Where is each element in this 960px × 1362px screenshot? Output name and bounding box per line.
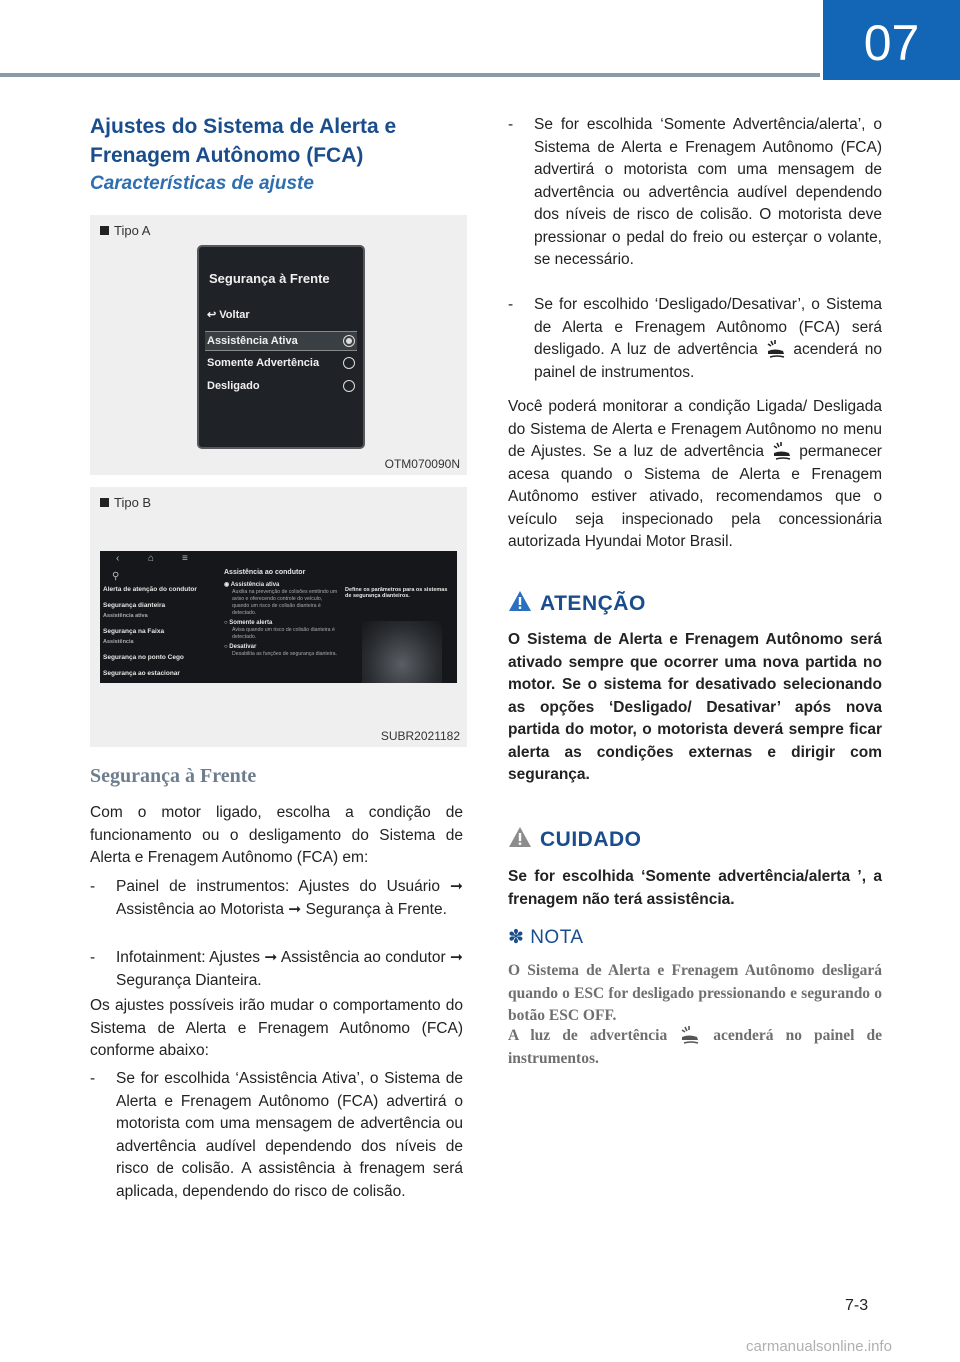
subsection-heading: Segurança à Frente [90,765,257,787]
panel-title: Assistência ao condutor [224,569,306,576]
bullet-item: - Painel de instrumentos: Ajustes do Usuário ➞ Assistência ao Motorista ➞ Segurança à Frente. [90,878,463,918]
paragraph: Com o motor ligado, escolha a condição de funcionamento ou o desligamento do Sistema de Alerta e Frenagem Autônomo (FCA) em: [90,804,463,866]
attention-title: ATENÇÃO [540,592,646,615]
attention-body: O Sistema de Alerta e Frenagem Autônomo será ativado sempre que ocorrer uma nova partida no motor. Se o sistema for desativado selecionando as opções ‘Desligado/ Desativar’ após nova partida do motor, o motorista deverá sempre ficar alerta as condições externas e dirigir com segurança. [508,631,882,783]
option-desligado: Desligado [205,377,357,395]
figure-type-a [90,215,467,475]
chapter-number: 07 [823,0,960,80]
caution-body: Se for escolhida ‘Somente advertência/alerta ’, a frenagem não terá assistência. [508,868,882,908]
caution-triangle-icon [508,826,532,848]
paragraph: Você poderá monitorar a condição Ligada/ Desligada do Sistema de Alerta e Frenagem Autônomo no menu de Ajustes. Se a luz de advertência permanecer acesa quando o Sistema de Alerta e Frenagem Autônomo estiver ativado, recomendamos que o veículo seja inspecionado pela concessionária autorizada Hyundai Motor Brasil. [508,398,882,551]
section-subtitle: Características de ajuste [90,173,314,194]
option-item: ○ Desativar [224,644,257,650]
settings-menu [103,585,221,683]
option-assistencia-ativa: Assistência Ativa [205,331,357,351]
bullet-item: - Infotainment: Ajustes ➞ Assistência ao condutor ➞ Segurança Dianteira. [90,949,463,989]
radio-icon [343,380,355,392]
bullet-item: - Se for escolhido ‘Desligado/Desativar’, o Sistema de Alerta e Frenagem Autônomo (FCA) será desligado. A luz de advertência acenderá no painel de instrumentos. [508,296,883,381]
menu-item: Segurança ao estacionar [103,670,180,677]
fca-warning-icon [771,441,793,463]
option-item: ◉ Assistência ativa [224,582,280,588]
bullet-item: - Se for escolhida ‘Somente Advertência/alerta’, o Sistema de Alerta e Frenagem Autônomo (FCA) advertirá o motorista com uma mensagem de advertência ou advertência audível dependendo dos níveis de risco de colisão. O motorista deve pressionar o pedal do freio ou esterçar o volante, se necessário. [508,116,882,268]
option-desc: Desabilita as funções de segurança dianteira. [232,651,337,657]
figure-label: Tipo B [100,495,151,510]
menu-item: Segurança dianteira Assistência ativa [103,602,166,619]
radio-selected-icon [343,335,355,347]
figure-type-b [90,487,467,747]
option-desc: Auxilia na prevenção de colisões emitindo um aviso e oferecendo controle do veículo, quando um risco de colisão dianteira é detectado. [232,589,338,616]
options-panel [224,569,340,658]
warning-triangle-icon [508,590,532,612]
caution-title: CUIDADO [540,828,642,851]
option-somente-advertencia: Somente Advertência [205,354,357,372]
watermark: carmanualsonline.info [746,1338,892,1355]
cluster-screen [197,245,365,449]
car-seats-image [362,621,442,683]
figure-code: OTM070090N [384,457,460,471]
figure-label: Tipo A [100,223,150,238]
panel-description: Define os parâmetros para os sistemas de segurança dianteiros. [345,587,448,599]
back-icon: ↩ [207,309,220,321]
note-body: O Sistema de Alerta e Frenagem Autônomo desligará quando o ESC for desligado pressionando e segurando o botão ESC OFF. [508,962,882,1024]
figure-code: SUBR2021182 [380,729,460,743]
header-rule [0,73,820,77]
option-item: ○ Somente alerta [224,620,273,626]
infotainment-screen [100,551,457,683]
search-icon: ⚲ [112,571,120,582]
fca-warning-icon [765,339,787,361]
menu-icon: ≡ [182,553,188,564]
home-icon: ⌂ [148,553,155,564]
note-body-2: A luz de advertência acenderá no painel de instrumentos. [508,1027,882,1067]
radio-icon [343,357,355,369]
note-title: ✽ NOTA [508,927,584,948]
bullet-item: - Se for escolhida ‘Assistência Ativa’, o Sistema de Alerta e Frenagem Autônomo (FCA) advertirá o motorista com uma mensagem de advertência ou advertência audível dependendo dos níveis de risco de colisão. A assistência à frenagem será aplicada, dependendo do risco de colisão. [90,1070,463,1200]
back-icon: ‹ [116,553,120,564]
back-item: ↩ Voltar [207,309,250,321]
page-number: 7-3 [845,1297,869,1314]
section-title: Ajustes do Sistema de Alerta e Frenagem Autônomo (FCA) [90,115,397,167]
menu-item: Alerta de atenção do condutor [103,586,197,593]
screen-title: Segurança à Frente [209,271,330,286]
option-desc: Avisa quando um risco de colisão dianteira é detectado. [232,627,335,640]
menu-item: Segurança no ponto Cego [103,654,184,661]
menu-item: Segurança na Faixa Assistência [103,628,165,645]
paragraph: Os ajustes possíveis irão mudar o comportamento do Sistema de Alerta e Frenagem Autônomo (FCA) conforme abaixo: [90,997,463,1059]
fca-warning-icon [679,1025,701,1047]
